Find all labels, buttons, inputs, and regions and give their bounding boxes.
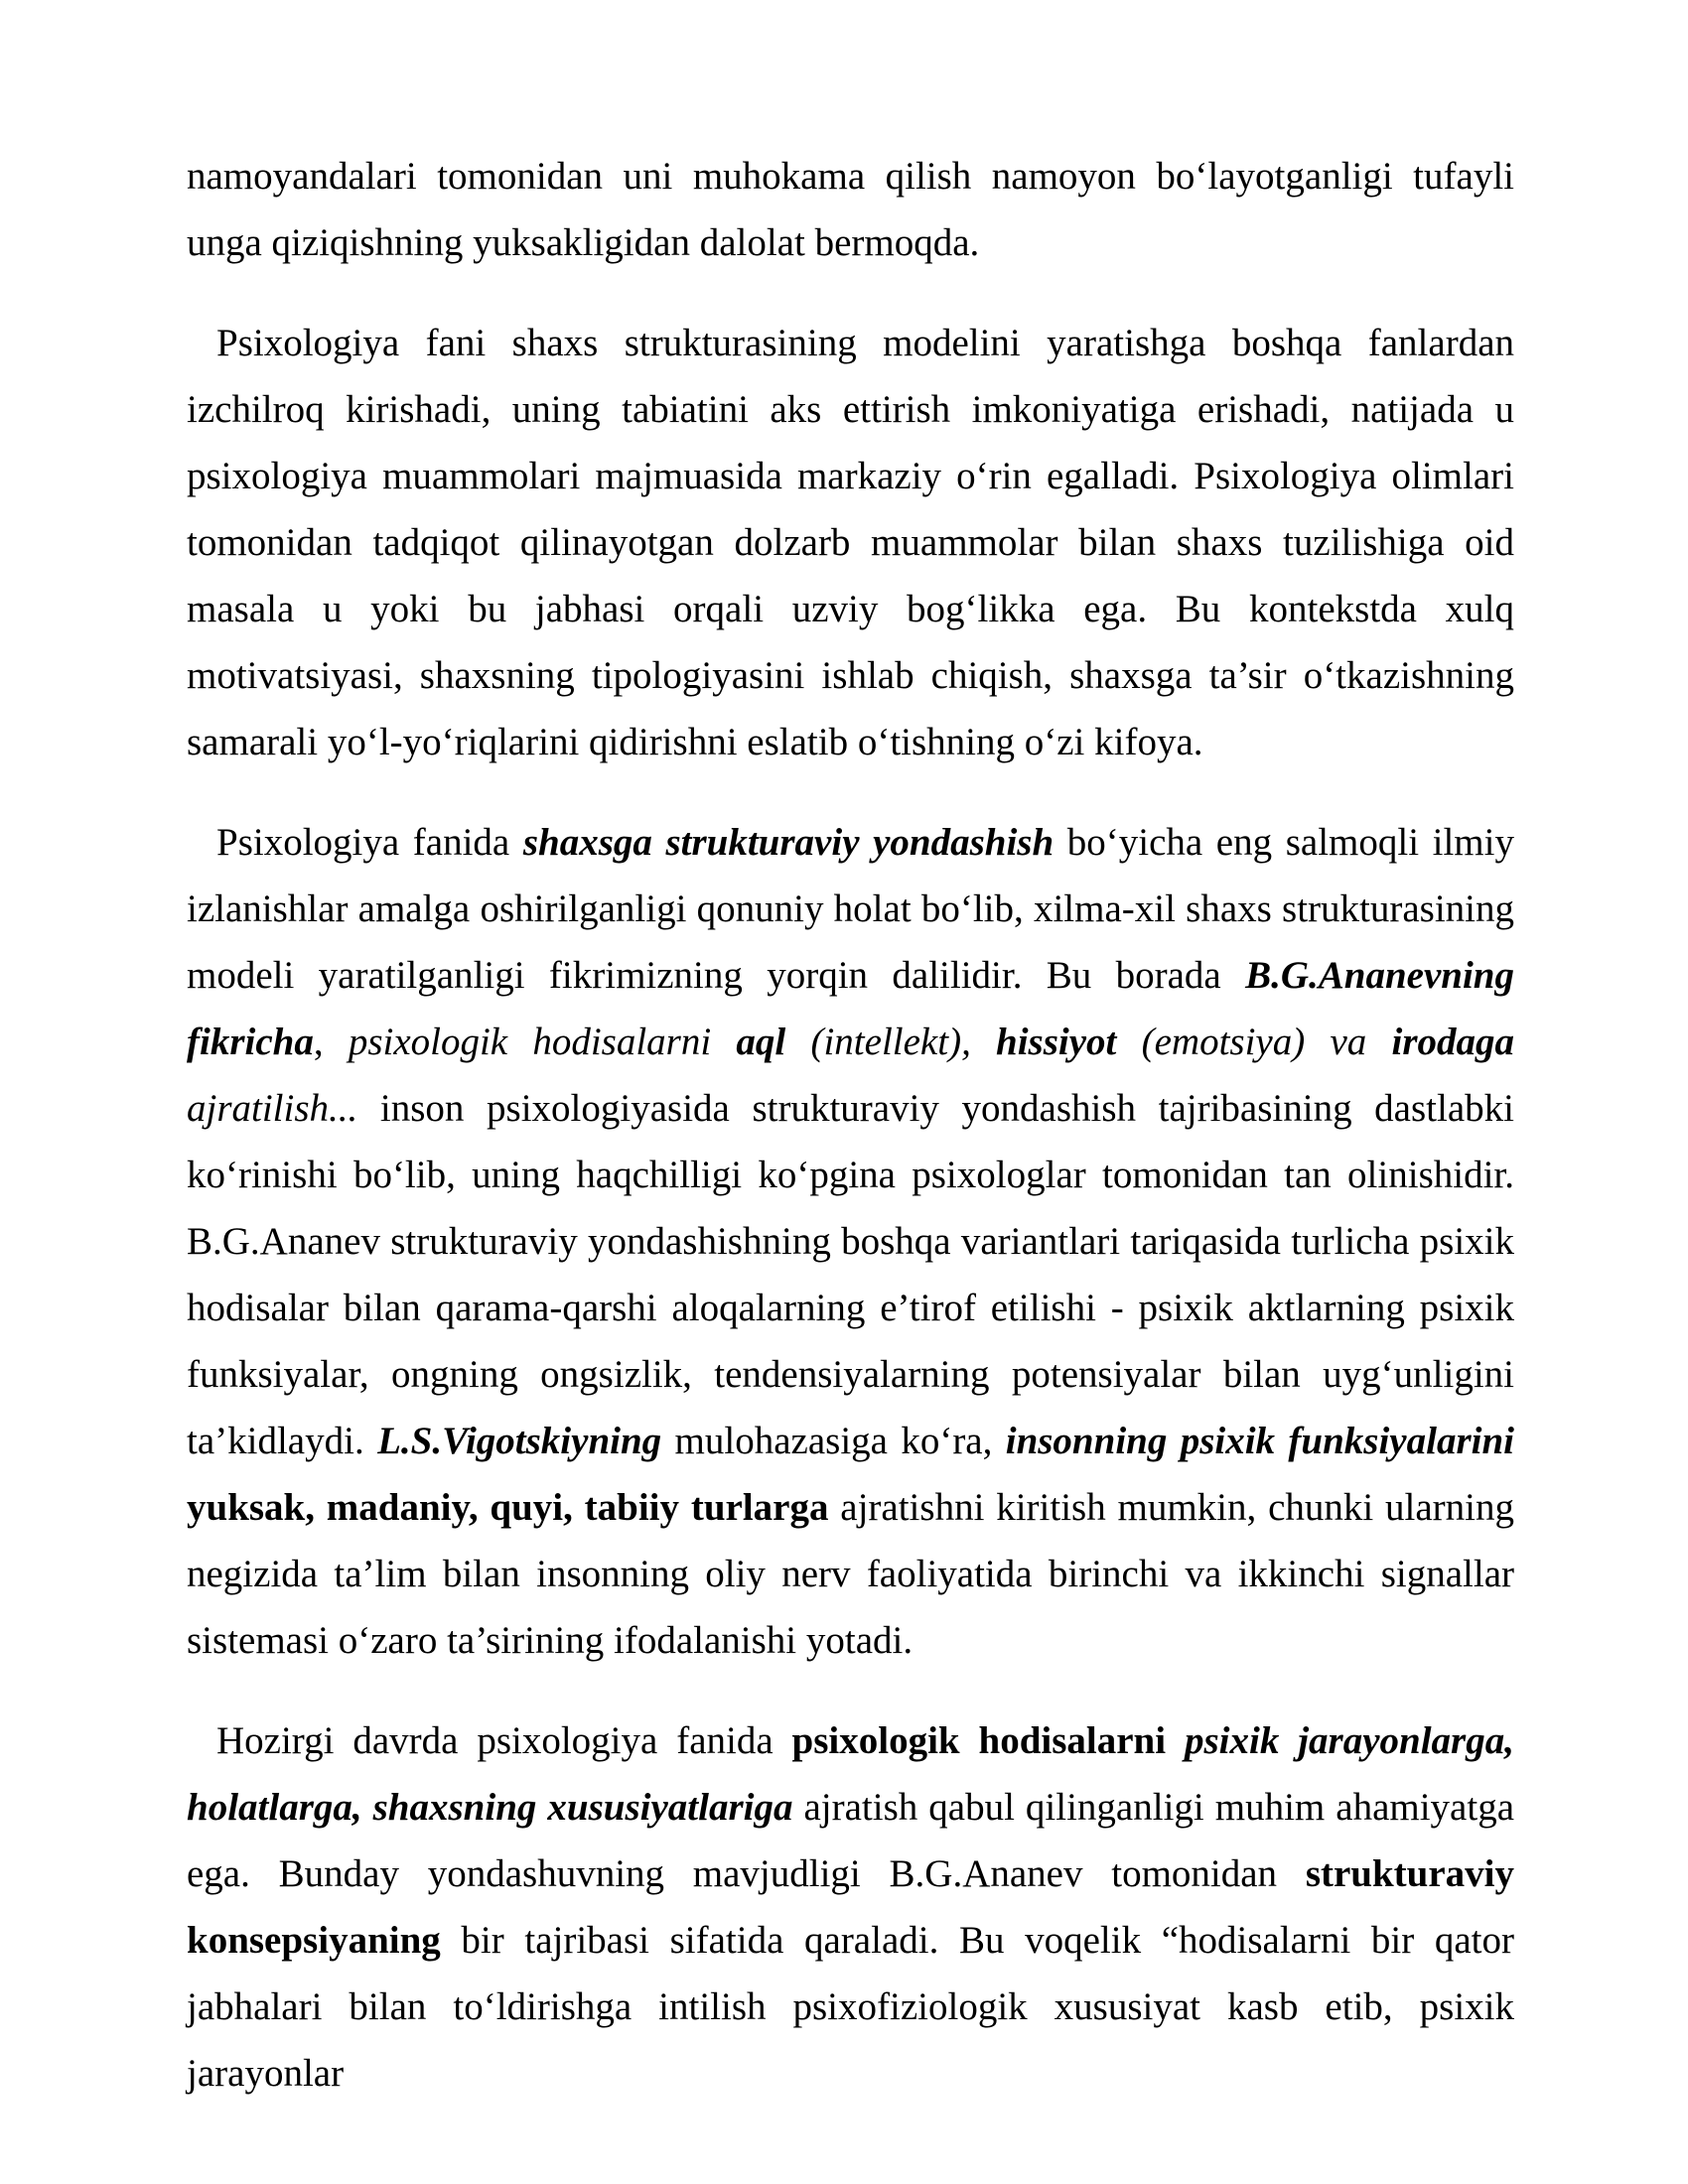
text-run: Psixologiya fani shaxs strukturasining modelini yaratishga boshqa fanlardan izchilroq kirishadi, uning tabiatini aks ettirish imkoniyatiga erishadi, natijada u psixologiya muammolari majmuasida markaziy o‘rin egalladi. Psixologiya olimlari tomonidan tadqiqot qilinayotgan dolzarb muammolar bilan shaxs tuzilishiga oid masala u yoki bu jabhasi orqali uzviy bog‘likka ega. Bu kontekstda xulq motivatsiyasi, shaxsning tipologiyasini ishlab chiqish, shaxsga ta’sir o‘tkazishning samarali yo‘l-yo‘riqlarini qidirishni eslatib o‘tishning o‘zi kifoya. xyxy=(187,322,1514,763)
text-run: Hozirgi davrda psixologiya fanida xyxy=(216,1719,792,1762)
text-run: yuksak, madaniy, quyi, tabiiy turlarga xyxy=(187,1486,829,1529)
text-run: ajratishni kiritish mumkin, chunki ularning negizida ta’lim bilan insonning oliy nerv faoliyatida birinchi va ikkinchi signallar sistemasi o‘zaro ta’sirining ifodalanishi yotadi. xyxy=(187,1486,1514,1662)
text-run: ajratish qabul qilinganligi muhim ahamiyatga ega. Bunday yondashuvning mavjudligi B.G.Ananev tomonidan xyxy=(187,1786,1515,1895)
text-run: ajratilish... xyxy=(187,1087,358,1130)
paragraph xyxy=(187,1707,1514,2107)
text-run: strukturaviy konsepsiyaning xyxy=(187,1852,1514,1962)
text-run: B.G.Ananevning fikricha xyxy=(187,954,1514,1063)
text-run: namoyandalari tomonidan uni muhokama qilish namoyon bo‘layotganligi tufayli unga qiziqishning yuksakligidan dalolat bermoqda. xyxy=(187,155,1514,264)
text-run: hissiyot xyxy=(996,1021,1117,1063)
text-run: psixologik hodisalarni xyxy=(348,1021,737,1063)
text-run: bo‘yicha eng salmoqli ilmiy izlanishlar amalga oshirilganligi qonuniy holat bo‘lib, xilma-xil shaxs strukturasining modeli yaratilganligi fikrimizning yorqin dalilidir. Bu borada xyxy=(187,821,1514,997)
text-run: (emotsiya) va xyxy=(1116,1021,1392,1063)
text-run: Psixologiya fanida xyxy=(216,821,523,864)
text-run: , xyxy=(313,1021,349,1063)
paragraph xyxy=(187,143,1514,276)
text-run: bir tajribasi sifatida qaraladi. Bu voqelik “hodisalarni bir qator jabhalari bilan to‘ldirishga intilish psixofiziologik xususiyat kasb etib, psixik jarayonlar xyxy=(187,1919,1514,2095)
paragraph xyxy=(187,310,1514,775)
text-run: mulohazasiga ko‘ra, xyxy=(661,1420,1006,1462)
text-run: psixik jarayonlarga, holatlarga, shaxsning xususiyatlariga xyxy=(187,1719,1514,1829)
text-run: psixologik hodisalarni xyxy=(791,1719,1185,1762)
text-run: aql xyxy=(736,1021,786,1063)
text-run: inson psixologiyasida strukturaviy yondashish tajribasining dastlabki ko‘rinishi bo‘lib, uning haqchilligi ko‘pgina psixologlar tomonidan tan olinishidir. B.G.Ananev strukturaviy yondashishning boshqa variantlari tariqasida turlicha psixik hodisalar bilan qarama-qarshi aloqalarning e’tirof etilishi - psixik aktlarning psixik funksiyalar, ongning ongsizlik, tendensiyalarning potensiyalar bilan uyg‘unligini ta’kidlaydi. xyxy=(187,1087,1514,1462)
document-body xyxy=(187,143,1514,2107)
text-run: shaxsga strukturaviy yondashish xyxy=(522,821,1055,864)
text-run: insonning psixik funksiyalarini xyxy=(1005,1420,1514,1462)
text-run: L.S.Vigotskiyning xyxy=(377,1420,662,1462)
paragraph xyxy=(187,809,1514,1674)
text-run: (intellekt), xyxy=(785,1021,997,1063)
text-run: irodaga xyxy=(1391,1021,1514,1063)
